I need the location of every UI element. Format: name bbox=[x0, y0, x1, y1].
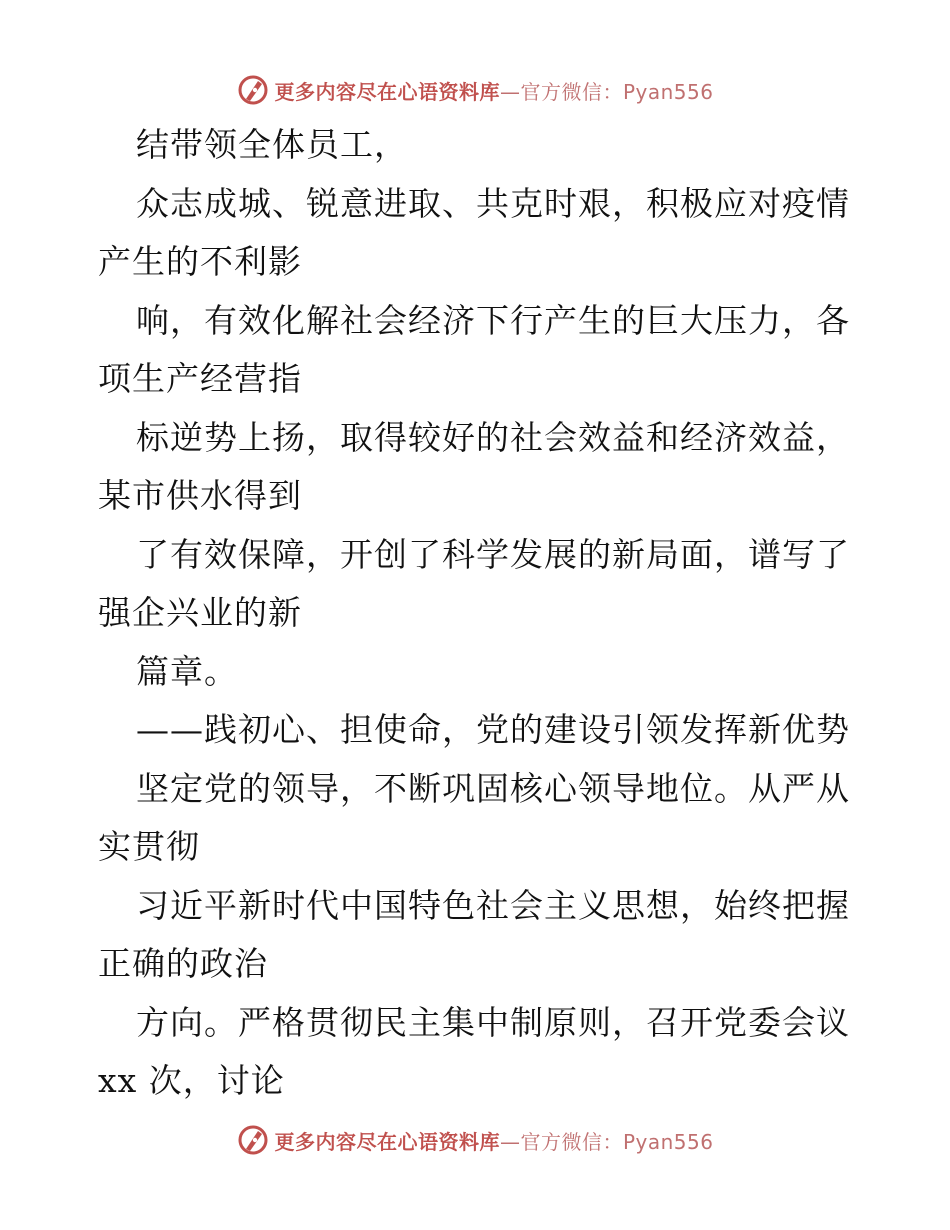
banner-text bbox=[274, 76, 713, 105]
banner-separator: — bbox=[499, 1129, 521, 1154]
text-line: 了有效保障，开创了科学发展的新局面，谱写了 bbox=[136, 534, 850, 574]
text-line: 项生产经营指 bbox=[98, 359, 302, 398]
text-line: 实贯彻 bbox=[98, 827, 200, 866]
pen-nib-circle-icon bbox=[236, 1123, 270, 1157]
text-line: 结带领全体员工， bbox=[136, 125, 408, 164]
text-line: 标逆势上扬，取得较好的社会效益和经济效益， bbox=[136, 417, 850, 457]
banner-separator: — bbox=[499, 79, 521, 104]
text-line: 坚定党的领导，不断巩固核心领导地位。从严从 bbox=[136, 768, 850, 808]
text-line: 某市供水得到 bbox=[98, 476, 302, 515]
text-line: 强企兴业的新 bbox=[98, 593, 302, 632]
pen-nib-circle-icon bbox=[236, 73, 270, 107]
banner-site-text: 更多内容尽在心语资料库 bbox=[274, 79, 500, 104]
text-line: 响，有效化解社会经济下行产生的巨大压力，各 bbox=[136, 300, 850, 340]
header-watermark-banner bbox=[0, 70, 950, 110]
banner-contact-text: 官方微信：Pyan556 bbox=[520, 79, 714, 104]
text-line: 众志成城、锐意进取、共克时艰，积极应对疫情 bbox=[136, 183, 850, 223]
text-line: 习近平新时代中国特色社会主义思想，始终把握 bbox=[136, 885, 850, 925]
text-line: ——践初心、担使命，党的建设引领发挥新优势 bbox=[136, 710, 850, 749]
text-line: 方向。严格贯彻民主集中制原则，召开党委会议 bbox=[136, 1002, 850, 1042]
text-line: xx 次，讨论 bbox=[98, 1061, 285, 1100]
footer-watermark-banner bbox=[0, 1120, 950, 1160]
text-line: 篇章。 bbox=[136, 651, 238, 691]
banner-contact-text: 官方微信：Pyan556 bbox=[520, 1129, 714, 1154]
banner-site-text: 更多内容尽在心语资料库 bbox=[274, 1129, 500, 1154]
text-line: 正确的政治 bbox=[98, 944, 268, 983]
text-line: 产生的不利影 bbox=[98, 242, 302, 281]
document-body bbox=[98, 116, 858, 1111]
banner-text bbox=[274, 1126, 713, 1155]
